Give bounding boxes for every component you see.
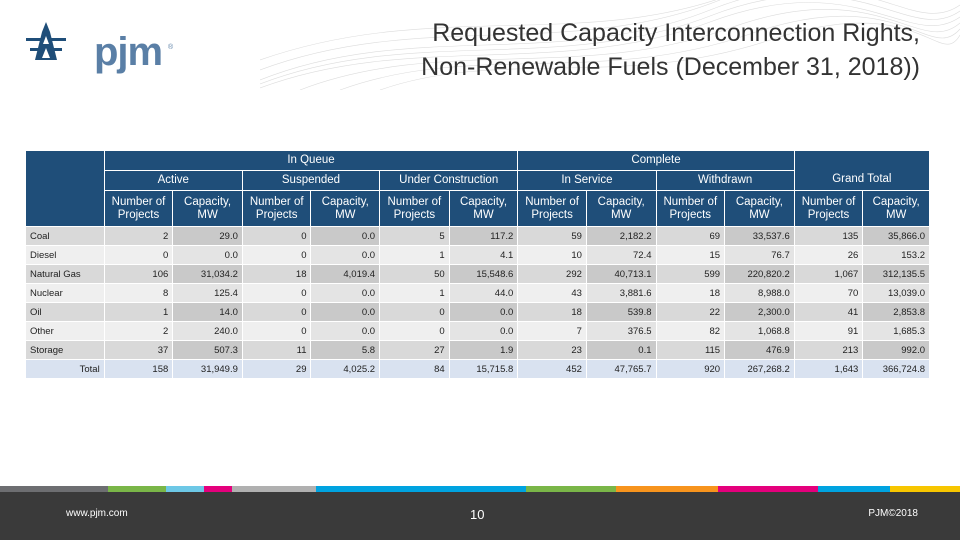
table-cell: 125.4 xyxy=(173,284,243,303)
table-cell: 27 xyxy=(380,341,450,360)
column-header: Capacity, MW xyxy=(586,191,656,227)
row-label: Coal xyxy=(26,227,105,246)
table-cell: 0.0 xyxy=(311,303,380,322)
sub-header-active: Active xyxy=(104,171,242,191)
table-cell: 0.0 xyxy=(449,303,518,322)
table-cell: 91 xyxy=(794,322,863,341)
table-cell: 0.0 xyxy=(311,246,380,265)
table-cell: 13,039.0 xyxy=(863,284,930,303)
table-cell: 69 xyxy=(656,227,725,246)
table-cell: 312,135.5 xyxy=(863,265,930,284)
table-cell: 0 xyxy=(242,322,311,341)
table-cell: 0.0 xyxy=(173,246,243,265)
footer-url: www.pjm.com xyxy=(66,508,128,519)
table-cell: 70 xyxy=(794,284,863,303)
transmission-tower-icon xyxy=(22,18,70,66)
table-cell: 0 xyxy=(242,227,311,246)
column-header: Capacity, MW xyxy=(863,191,930,227)
table-cell: 82 xyxy=(656,322,725,341)
table-cell: 18 xyxy=(518,303,587,322)
table-cell: 0.1 xyxy=(586,341,656,360)
table-cell: 4,019.4 xyxy=(311,265,380,284)
registered-mark: ® xyxy=(168,44,174,51)
table-cell: 59 xyxy=(518,227,587,246)
table-cell: 992.0 xyxy=(863,341,930,360)
table-cell: 135 xyxy=(794,227,863,246)
table-cell: 10 xyxy=(518,246,587,265)
row-label: Nuclear xyxy=(26,284,105,303)
group-header-complete: Complete xyxy=(518,151,794,171)
table-cell: 153.2 xyxy=(863,246,930,265)
table-cell: 213 xyxy=(794,341,863,360)
page-number: 10 xyxy=(470,507,485,522)
table-cell: 1 xyxy=(380,246,450,265)
row-label: Oil xyxy=(26,303,105,322)
total-cell: 31,949.9 xyxy=(173,360,243,379)
table-cell: 0.0 xyxy=(449,322,518,341)
table-cell: 476.9 xyxy=(725,341,795,360)
total-cell: 15,715.8 xyxy=(449,360,518,379)
table-cell: 35,866.0 xyxy=(863,227,930,246)
table-cell: 43 xyxy=(518,284,587,303)
table-row xyxy=(26,246,930,265)
total-cell: 366,724.8 xyxy=(863,360,930,379)
table-cell: 539.8 xyxy=(586,303,656,322)
table-cell: 76.7 xyxy=(725,246,795,265)
total-cell: 452 xyxy=(518,360,587,379)
table-cell: 5 xyxy=(380,227,450,246)
table-row xyxy=(26,303,930,322)
total-row xyxy=(26,360,930,379)
table-cell: 29.0 xyxy=(173,227,243,246)
table-cell: 0 xyxy=(242,284,311,303)
total-cell: 47,765.7 xyxy=(586,360,656,379)
column-header: Number of Projects xyxy=(518,191,587,227)
column-header: Number of Projects xyxy=(380,191,450,227)
table-row xyxy=(26,322,930,341)
column-header-row xyxy=(26,191,930,227)
table-cell: 8 xyxy=(104,284,173,303)
table-row xyxy=(26,265,930,284)
table-cell: 37 xyxy=(104,341,173,360)
corner-header xyxy=(26,151,105,227)
total-cell: 920 xyxy=(656,360,725,379)
table-cell: 115 xyxy=(656,341,725,360)
table-cell: 11 xyxy=(242,341,311,360)
table-cell: 1,685.3 xyxy=(863,322,930,341)
table-cell: 2,300.0 xyxy=(725,303,795,322)
table-cell: 31,034.2 xyxy=(173,265,243,284)
total-cell: 158 xyxy=(104,360,173,379)
table-cell: 18 xyxy=(242,265,311,284)
group-header-in-queue: In Queue xyxy=(104,151,518,171)
column-header: Capacity, MW xyxy=(311,191,380,227)
table-cell: 1,068.8 xyxy=(725,322,795,341)
table-cell: 0 xyxy=(380,322,450,341)
table-cell: 33,537.6 xyxy=(725,227,795,246)
column-header: Number of Projects xyxy=(656,191,725,227)
capacity-table xyxy=(25,150,930,379)
total-label: Total xyxy=(26,360,105,379)
title-line-1: Requested Capacity Interconnection Rights, xyxy=(432,19,920,47)
table-cell: 26 xyxy=(794,246,863,265)
table-cell: 8,988.0 xyxy=(725,284,795,303)
table-cell: 0.0 xyxy=(311,227,380,246)
table-cell: 44.0 xyxy=(449,284,518,303)
sub-header-suspended: Suspended xyxy=(242,171,379,191)
table-cell: 1 xyxy=(104,303,173,322)
column-header: Capacity, MW xyxy=(173,191,243,227)
table-cell: 240.0 xyxy=(173,322,243,341)
total-cell: 4,025.2 xyxy=(311,360,380,379)
column-header: Capacity, MW xyxy=(725,191,795,227)
table-cell: 7 xyxy=(518,322,587,341)
title-line-2: Non-Renewable Fuels (December 31, 2018)) xyxy=(421,53,920,81)
table-cell: 22 xyxy=(656,303,725,322)
table-cell: 599 xyxy=(656,265,725,284)
table-cell: 15 xyxy=(656,246,725,265)
table-row xyxy=(26,284,930,303)
table-cell: 3,881.6 xyxy=(586,284,656,303)
table-cell: 1 xyxy=(380,284,450,303)
table-cell: 2 xyxy=(104,322,173,341)
column-header: Number of Projects xyxy=(794,191,863,227)
slide-title xyxy=(320,16,920,84)
table-cell: 40,713.1 xyxy=(586,265,656,284)
table-cell: 18 xyxy=(656,284,725,303)
total-cell: 29 xyxy=(242,360,311,379)
row-label: Diesel xyxy=(26,246,105,265)
row-label: Other xyxy=(26,322,105,341)
sub-header-in-service: In Service xyxy=(518,171,656,191)
table-cell: 507.3 xyxy=(173,341,243,360)
row-label: Natural Gas xyxy=(26,265,105,284)
table-cell: 2,853.8 xyxy=(863,303,930,322)
table-row xyxy=(26,341,930,360)
table-cell: 292 xyxy=(518,265,587,284)
table-cell: 5.8 xyxy=(311,341,380,360)
logo-wordmark: pjm xyxy=(94,30,163,74)
table-cell: 50 xyxy=(380,265,450,284)
sub-header-under-construction: Under Construction xyxy=(380,171,518,191)
table-cell: 0.0 xyxy=(311,284,380,303)
table-cell: 1,067 xyxy=(794,265,863,284)
table-cell: 2 xyxy=(104,227,173,246)
table-cell: 15,548.6 xyxy=(449,265,518,284)
table-cell: 106 xyxy=(104,265,173,284)
column-header: Capacity, MW xyxy=(449,191,518,227)
table-cell: 0 xyxy=(380,303,450,322)
table-cell: 41 xyxy=(794,303,863,322)
table-cell: 0 xyxy=(242,303,311,322)
total-cell: 84 xyxy=(380,360,450,379)
table-cell: 0 xyxy=(104,246,173,265)
table-cell: 376.5 xyxy=(586,322,656,341)
table-body xyxy=(26,227,930,360)
table-cell: 0 xyxy=(242,246,311,265)
capacity-table-container xyxy=(25,150,930,379)
total-cell: 1,643 xyxy=(794,360,863,379)
column-header: Number of Projects xyxy=(104,191,173,227)
table-cell: 14.0 xyxy=(173,303,243,322)
table-cell: 4.1 xyxy=(449,246,518,265)
group-header-grand-total: Grand Total xyxy=(794,151,929,191)
table-cell: 1.9 xyxy=(449,341,518,360)
table-cell: 72.4 xyxy=(586,246,656,265)
column-header: Number of Projects xyxy=(242,191,311,227)
table-cell: 2,182.2 xyxy=(586,227,656,246)
table-cell: 23 xyxy=(518,341,587,360)
row-label: Storage xyxy=(26,341,105,360)
sub-header-withdrawn: Withdrawn xyxy=(656,171,794,191)
table-cell: 0.0 xyxy=(311,322,380,341)
table-row xyxy=(26,227,930,246)
total-cell: 267,268.2 xyxy=(725,360,795,379)
pjm-logo xyxy=(22,18,174,74)
footer-copyright: PJM©2018 xyxy=(868,508,918,519)
table-cell: 220,820.2 xyxy=(725,265,795,284)
table-cell: 117.2 xyxy=(449,227,518,246)
